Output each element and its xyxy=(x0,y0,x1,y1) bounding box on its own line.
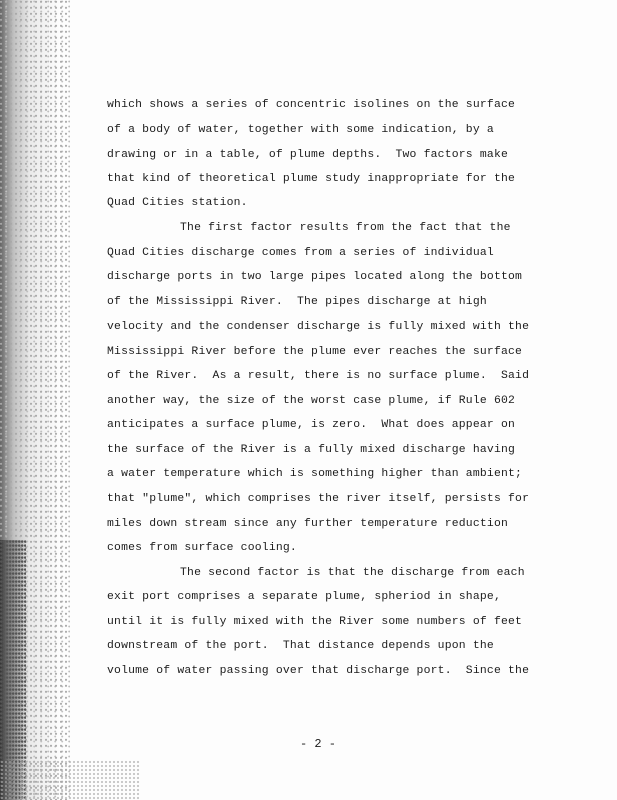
text-line: which shows a series of concentric isolines on the surface xyxy=(107,99,516,111)
text-line: The second factor is that the discharge from each xyxy=(180,567,525,579)
text-line: a water temperature which is something higher than ambient; xyxy=(107,468,523,480)
text-line: velocity and the condenser discharge is fully mixed with the xyxy=(107,321,530,333)
text-line: drawing or in a table, of plume depths. Two factors make xyxy=(107,149,509,161)
text-line: exit port comprises a separate plume, spheriod in shape, xyxy=(107,591,501,603)
scan-bottom-noise xyxy=(0,760,140,800)
text-line: that kind of theoretical plume study inappropriate for the xyxy=(107,173,516,185)
text-line: of the Mississippi River. The pipes discharge at high xyxy=(107,296,487,308)
text-line: anticipates a surface plume, is zero. What does appear on xyxy=(107,419,516,431)
text-line: Quad Cities discharge comes from a series of individual xyxy=(107,247,494,259)
text-line: volume of water passing over that discharge port. Since the xyxy=(107,665,530,677)
text-line: until it is fully mixed with the River some numbers of feet xyxy=(107,616,523,628)
text-line: Mississippi River before the plume ever reaches the surface xyxy=(107,346,523,358)
text-line: another way, the size of the worst case plume, if Rule 602 xyxy=(107,395,516,407)
text-line: of the River. As a result, there is no surface plume. Said xyxy=(107,370,530,382)
text-line: downstream of the port. That distance depends upon the xyxy=(107,640,494,652)
page-number: - 2 - xyxy=(300,737,337,751)
text-line: of a body of water, together with some indication, by a xyxy=(107,124,494,136)
text-line: Quad Cities station. xyxy=(107,197,248,209)
text-line: The first factor results from the fact that the xyxy=(180,222,511,234)
text-line: discharge ports in two large pipes located along the bottom xyxy=(107,271,523,283)
text-line: the surface of the River is a fully mixed discharge having xyxy=(107,444,516,456)
text-line: that "plume", which comprises the river itself, persists for xyxy=(107,493,530,505)
text-line: comes from surface cooling. xyxy=(107,542,297,554)
text-line: miles down stream since any further temperature reduction xyxy=(107,518,509,530)
